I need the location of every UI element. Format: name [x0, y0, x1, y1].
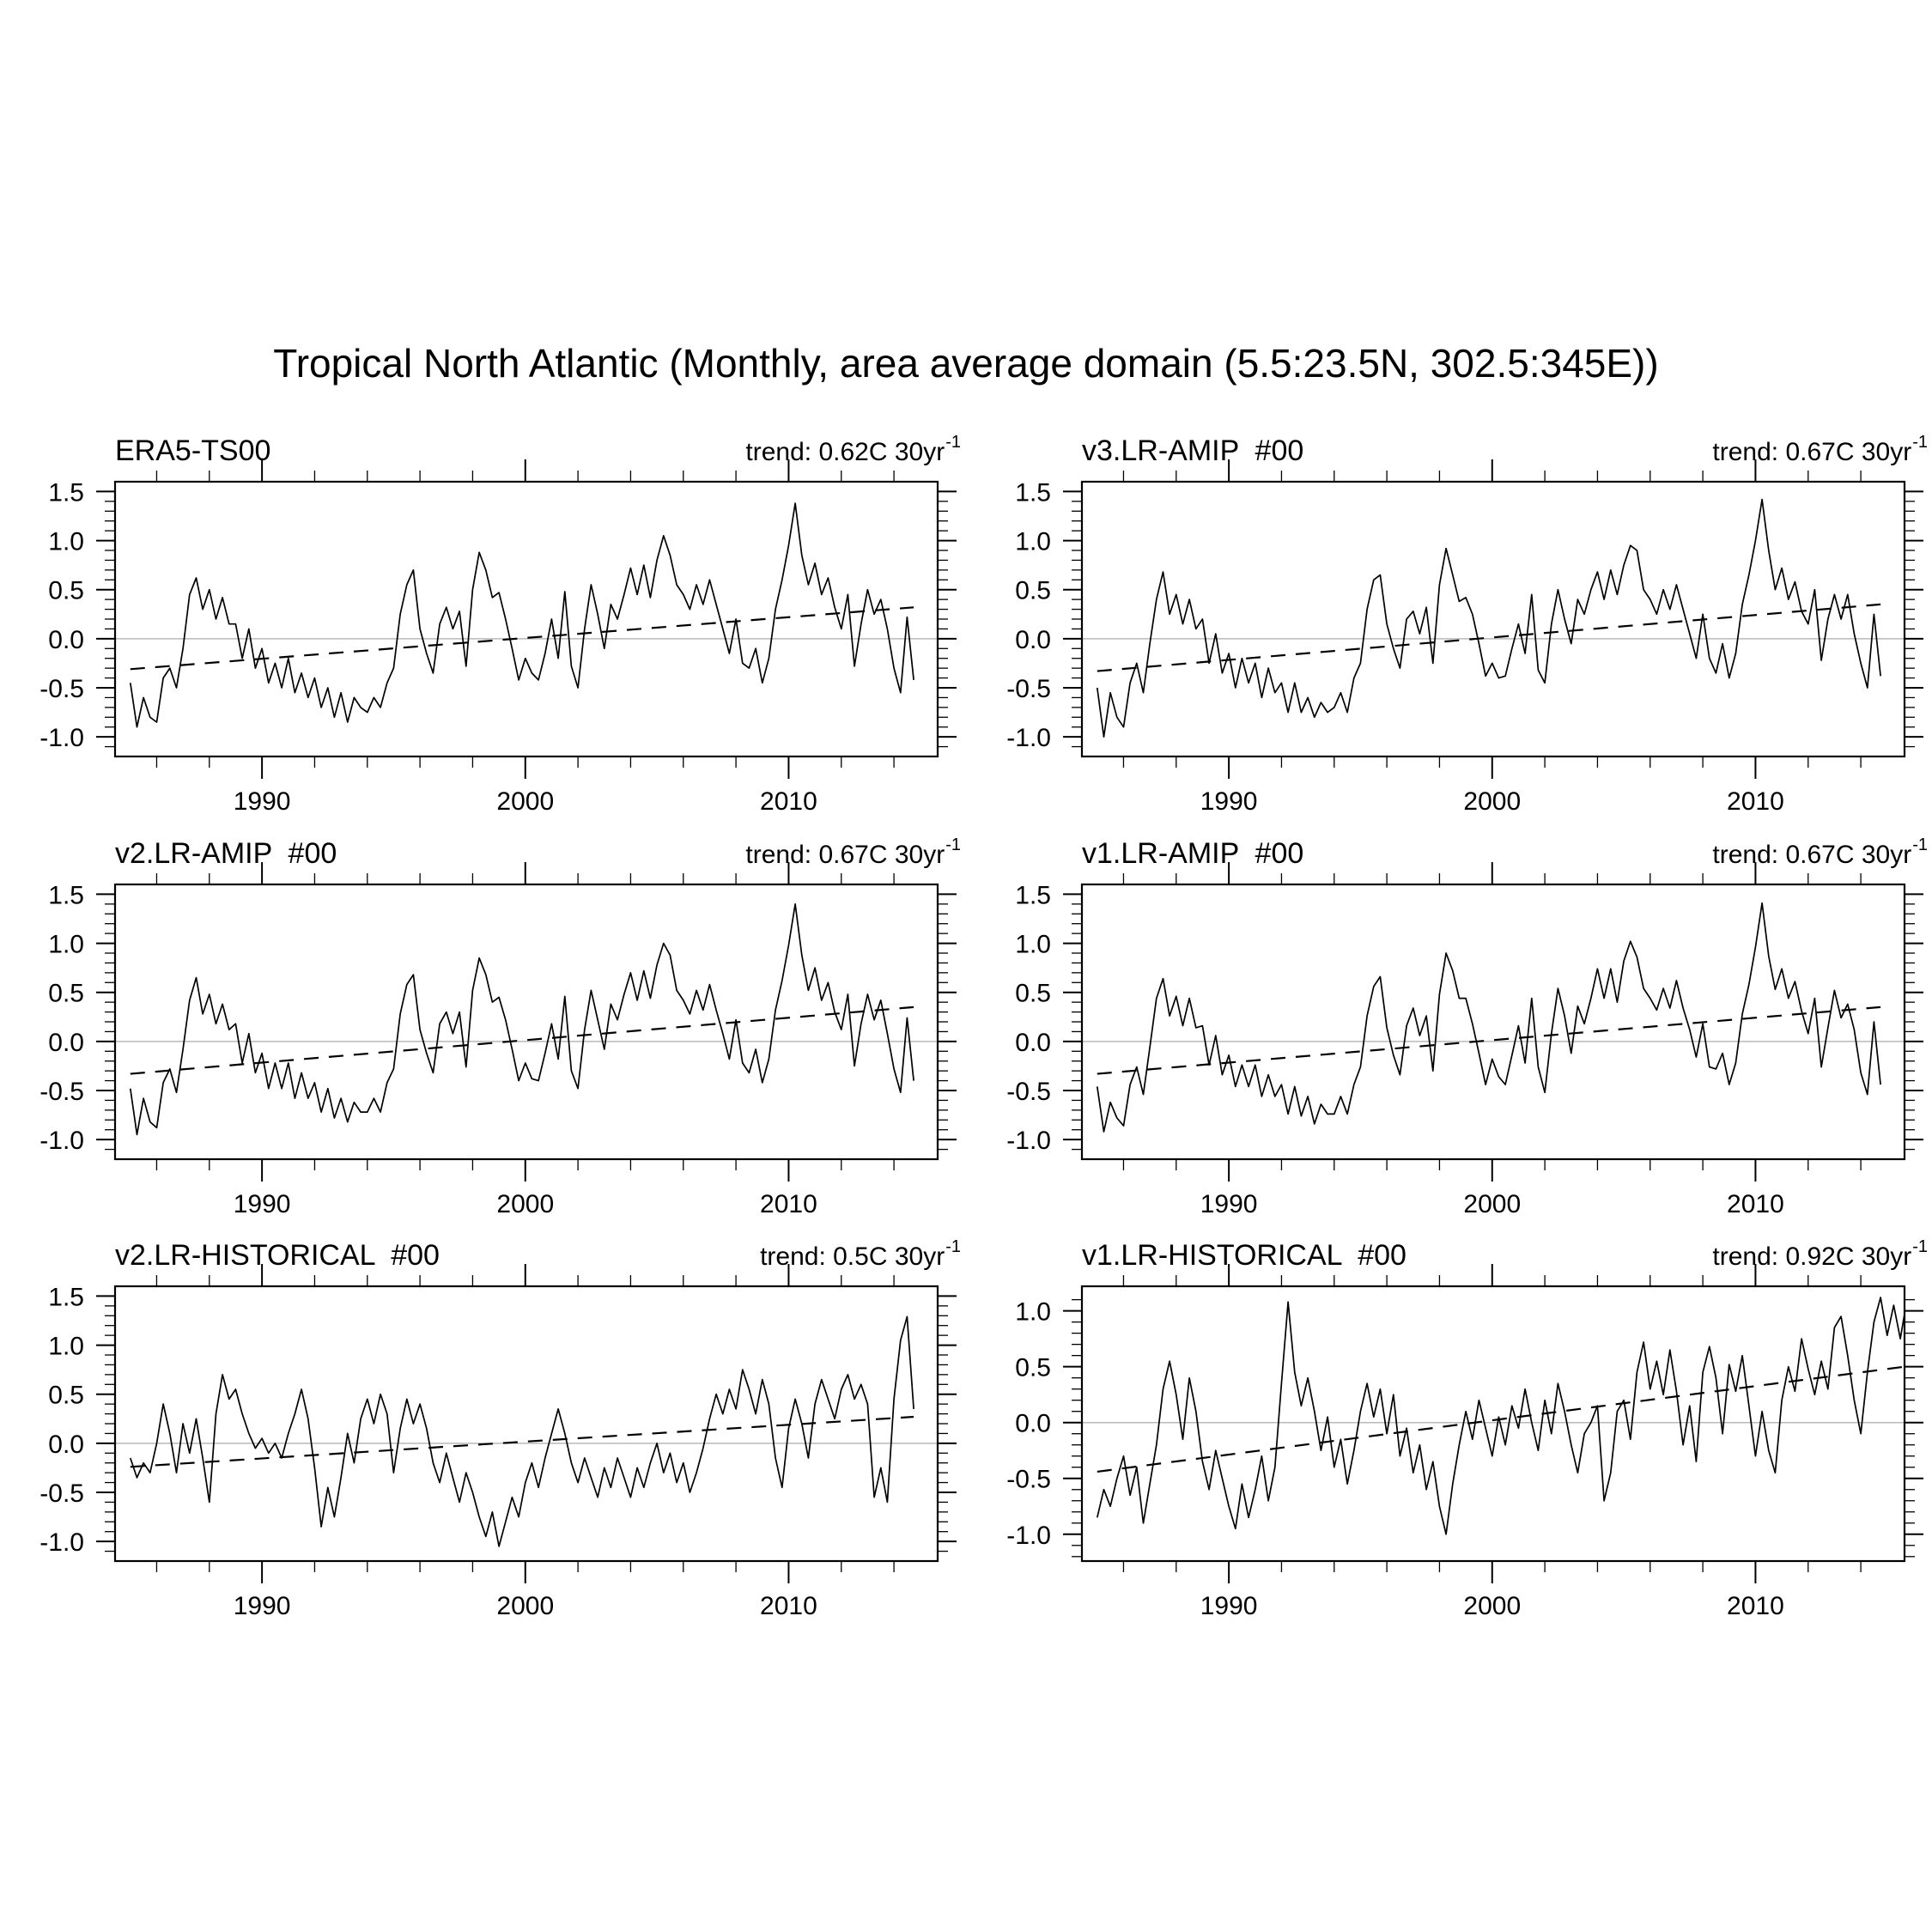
svg-text:-0.5: -0.5	[1006, 1465, 1051, 1494]
trend-label: trend: 0.67C $30yr^{-1}$	[745, 835, 961, 869]
svg-text:1990: 1990	[233, 787, 291, 816]
trend-exponent: -1	[945, 835, 961, 854]
svg-text:-0.5: -0.5	[1006, 1078, 1051, 1106]
panel-1-plot	[979, 447, 1932, 825]
panel-3-plot	[979, 850, 1932, 1228]
trend-label: trend: 0.67C $30yr^{-1}$	[1712, 835, 1928, 869]
svg-text:1.5: 1.5	[1015, 478, 1051, 507]
trend-label: trend: 0.67C $30yr^{-1}$	[1712, 433, 1928, 466]
svg-text:-1.0: -1.0	[1006, 1127, 1051, 1156]
svg-text:-1.0: -1.0	[39, 1127, 84, 1156]
svg-text:0.0: 0.0	[1015, 1028, 1051, 1057]
svg-text:1990: 1990	[1200, 1592, 1258, 1620]
svg-text:2000: 2000	[496, 1592, 555, 1620]
svg-text:2010: 2010	[1727, 1592, 1784, 1620]
panel-label: ERA5-TS00	[115, 434, 271, 467]
svg-text:1.0: 1.0	[1015, 527, 1051, 556]
svg-text:2000: 2000	[496, 1190, 555, 1218]
svg-text:-1.0: -1.0	[39, 1528, 84, 1558]
panel-label: v1.LR-HISTORICAL #00	[1082, 1239, 1406, 1272]
svg-text:0.5: 0.5	[48, 1381, 84, 1410]
trend-label: trend: 0.92C $30yr^{-1}$	[1712, 1237, 1928, 1271]
svg-text:1.0: 1.0	[1015, 930, 1051, 959]
svg-text:0.5: 0.5	[48, 576, 84, 605]
svg-text:-0.5: -0.5	[39, 675, 84, 703]
svg-text:0.0: 0.0	[1015, 1409, 1051, 1438]
svg-text:1990: 1990	[233, 1592, 291, 1620]
panel-2-plot	[12, 850, 965, 1228]
svg-text:-0.5: -0.5	[39, 1078, 84, 1106]
svg-text:1.5: 1.5	[48, 478, 84, 507]
figure-title: Tropical North Atlantic (Monthly, area average domain (5.5:23.5N, 302.5:345E))	[273, 341, 1659, 386]
svg-text:-0.5: -0.5	[1006, 675, 1051, 703]
panel-5-plot	[979, 1252, 1932, 1630]
svg-text:1990: 1990	[1200, 787, 1258, 816]
panel-label: v1.LR-AMIP #00	[1082, 837, 1304, 870]
svg-text:1.5: 1.5	[1015, 881, 1051, 910]
svg-text:0.5: 0.5	[48, 979, 84, 1008]
svg-text:1.0: 1.0	[48, 1332, 84, 1361]
trend-label: trend: 0.62C $30yr^{-1}$	[745, 433, 961, 466]
svg-text:2010: 2010	[760, 787, 817, 816]
svg-text:2000: 2000	[496, 787, 555, 816]
svg-text:2010: 2010	[760, 1190, 817, 1218]
trend-exponent: -1	[945, 1237, 961, 1256]
svg-text:1990: 1990	[233, 1190, 291, 1218]
svg-text:1.5: 1.5	[48, 881, 84, 910]
trend-label: trend: 0.5C $30yr^{-1}$	[760, 1237, 961, 1271]
svg-text:-1.0: -1.0	[39, 724, 84, 753]
svg-text:0.0: 0.0	[48, 1430, 84, 1459]
svg-text:1.0: 1.0	[48, 930, 84, 959]
panel-label: v3.LR-AMIP #00	[1082, 434, 1304, 467]
panel-label: v2.LR-HISTORICAL #00	[115, 1239, 440, 1272]
svg-text:1990: 1990	[1200, 1190, 1258, 1218]
svg-text:2000: 2000	[1463, 1592, 1522, 1620]
svg-text:0.5: 0.5	[1015, 1353, 1051, 1382]
svg-text:-1.0: -1.0	[1006, 724, 1051, 753]
svg-text:0.5: 0.5	[1015, 576, 1051, 605]
svg-text:2000: 2000	[1463, 787, 1522, 816]
svg-text:-0.5: -0.5	[39, 1479, 84, 1508]
svg-text:1.0: 1.0	[1015, 1297, 1051, 1327]
svg-text:1.0: 1.0	[48, 527, 84, 556]
svg-text:1.5: 1.5	[48, 1283, 84, 1312]
trend-exponent: -1	[945, 433, 961, 452]
svg-text:2010: 2010	[1727, 787, 1784, 816]
trend-exponent: -1	[1912, 835, 1928, 854]
svg-text:0.0: 0.0	[48, 625, 84, 654]
trend-exponent: -1	[1912, 433, 1928, 452]
svg-text:-1.0: -1.0	[1006, 1521, 1051, 1550]
svg-text:0.0: 0.0	[1015, 625, 1051, 654]
panel-4-plot	[12, 1252, 965, 1630]
trend-exponent: -1	[1912, 1237, 1928, 1256]
panel-label: v2.LR-AMIP #00	[115, 837, 337, 870]
svg-text:2000: 2000	[1463, 1190, 1522, 1218]
svg-text:0.5: 0.5	[1015, 979, 1051, 1008]
svg-text:0.0: 0.0	[48, 1028, 84, 1057]
panel-0-plot	[12, 447, 965, 825]
svg-text:2010: 2010	[760, 1592, 817, 1620]
svg-text:2010: 2010	[1727, 1190, 1784, 1218]
